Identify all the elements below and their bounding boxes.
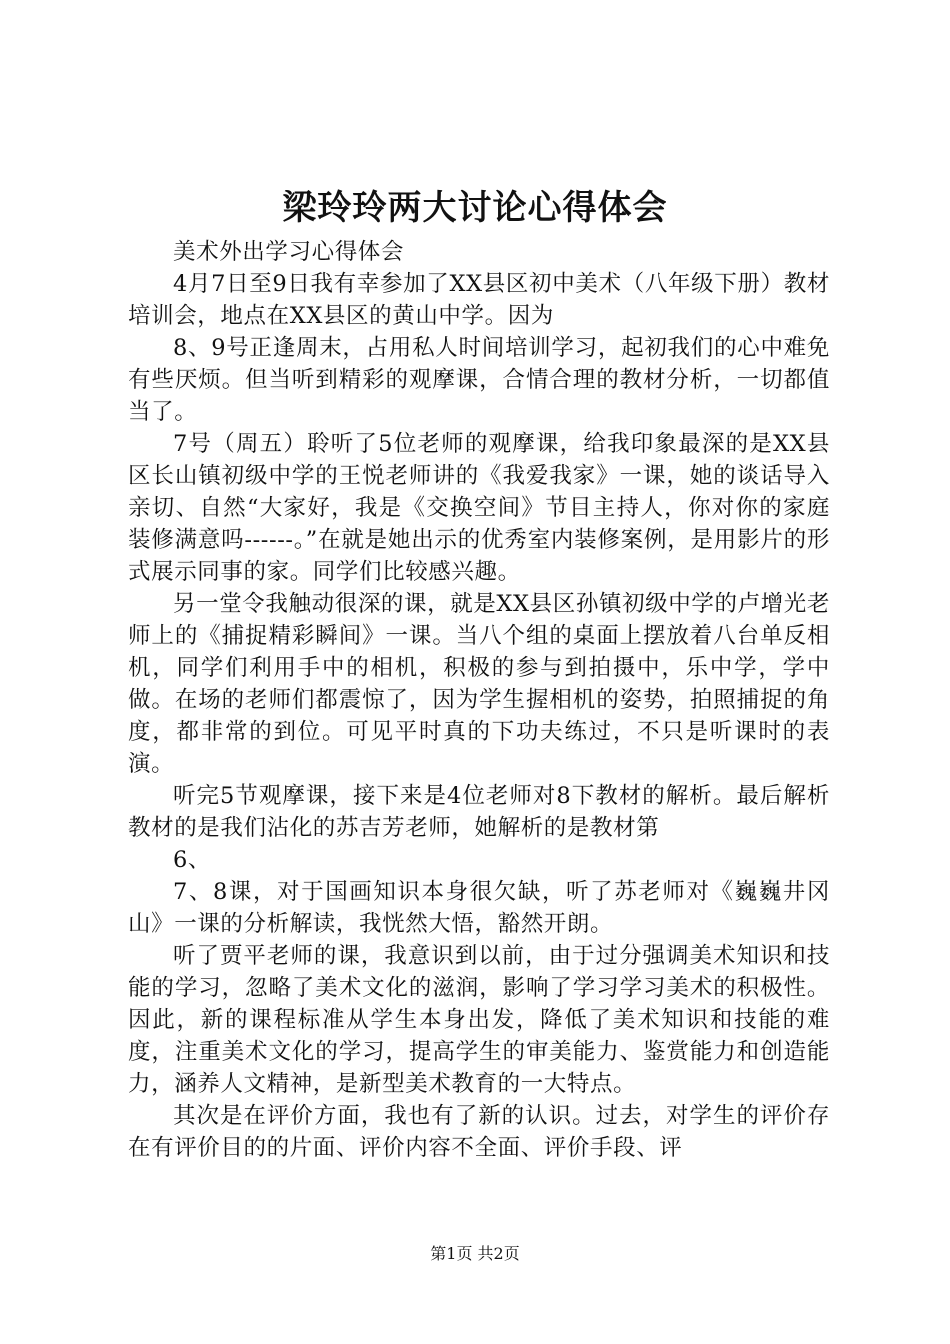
paragraph: 7号（周五）聆听了5位老师的观摩课，给我印象最深的是XX县区长山镇初级中学的王悦老师讲的《我爱我家》一课，她的谈话导入亲切、自然“大家好，我是《交换空间》节目主持人，你对你的家庭装修满意吗------。”在就是她出示的优秀室内装修案例，是用影片的形式展示同事的家。同学们比较感兴趣。 <box>128 431 830 585</box>
paragraph: 8、9号正逢周末，占用私人时间培训学习，起初我们的心中难免有些厌烦。但当听到精彩的观摩课，合情合理的教材分析，一切都值当了。 <box>128 335 830 425</box>
paragraph: 听完5节观摩课，接下来是4位老师对8下教材的解析。最后解析教材的是我们沾化的苏吉芳老师，她解析的是教材第 <box>128 783 830 841</box>
page-footer: 第1页 共2页 <box>430 1244 520 1263</box>
paragraph: 4月7日至9日我有幸参加了XX县区初中美术（八年级下册）教材培训会，地点在XX县区的黄山中学。因为 <box>128 271 830 329</box>
paragraph: 其次是在评价方面，我也有了新的认识。过去，对学生的评价存在有评价目的的片面、评价内容不全面、评价手段、评 <box>128 1103 830 1161</box>
paragraph: 6、 <box>173 847 212 873</box>
paragraph: 听了贾平老师的课，我意识到以前，由于过分强调美术知识和技能的学习，忽略了美术文化的滋润，影响了学习学习美术的积极性。因此，新的课程标准从学生本身出发，降低了美术知识和技能的难度，注重美术文化的学习，提高学生的审美能力、鉴赏能力和创造能力，涵养人文精神，是新型美术教育的一大特点。 <box>128 943 830 1097</box>
paragraph: 7、8课，对于国画知识本身很欠缺，听了苏老师对《巍巍井冈山》一课的分析解读，我恍然大悟，豁然开朗。 <box>128 879 830 937</box>
paragraph: 美术外出学习心得体会 <box>173 239 405 265</box>
document-title: 梁玲玲两大讨论心得体会 <box>282 188 668 228</box>
paragraph: 另一堂令我触动很深的课，就是XX县区孙镇初级中学的卢增光老师上的《捕捉精彩瞬间》一课。当八个组的桌面上摆放着八台单反相机，同学们利用手中的相机，积极的参与到拍摄中，乐中学，学中做。在场的老师们都震惊了，因为学生握相机的姿势，拍照捕捉的角度，都非常的到位。可见平时真的下功夫练过，不只是听课时的表演。 <box>128 591 830 777</box>
document-body <box>128 236 830 1164</box>
